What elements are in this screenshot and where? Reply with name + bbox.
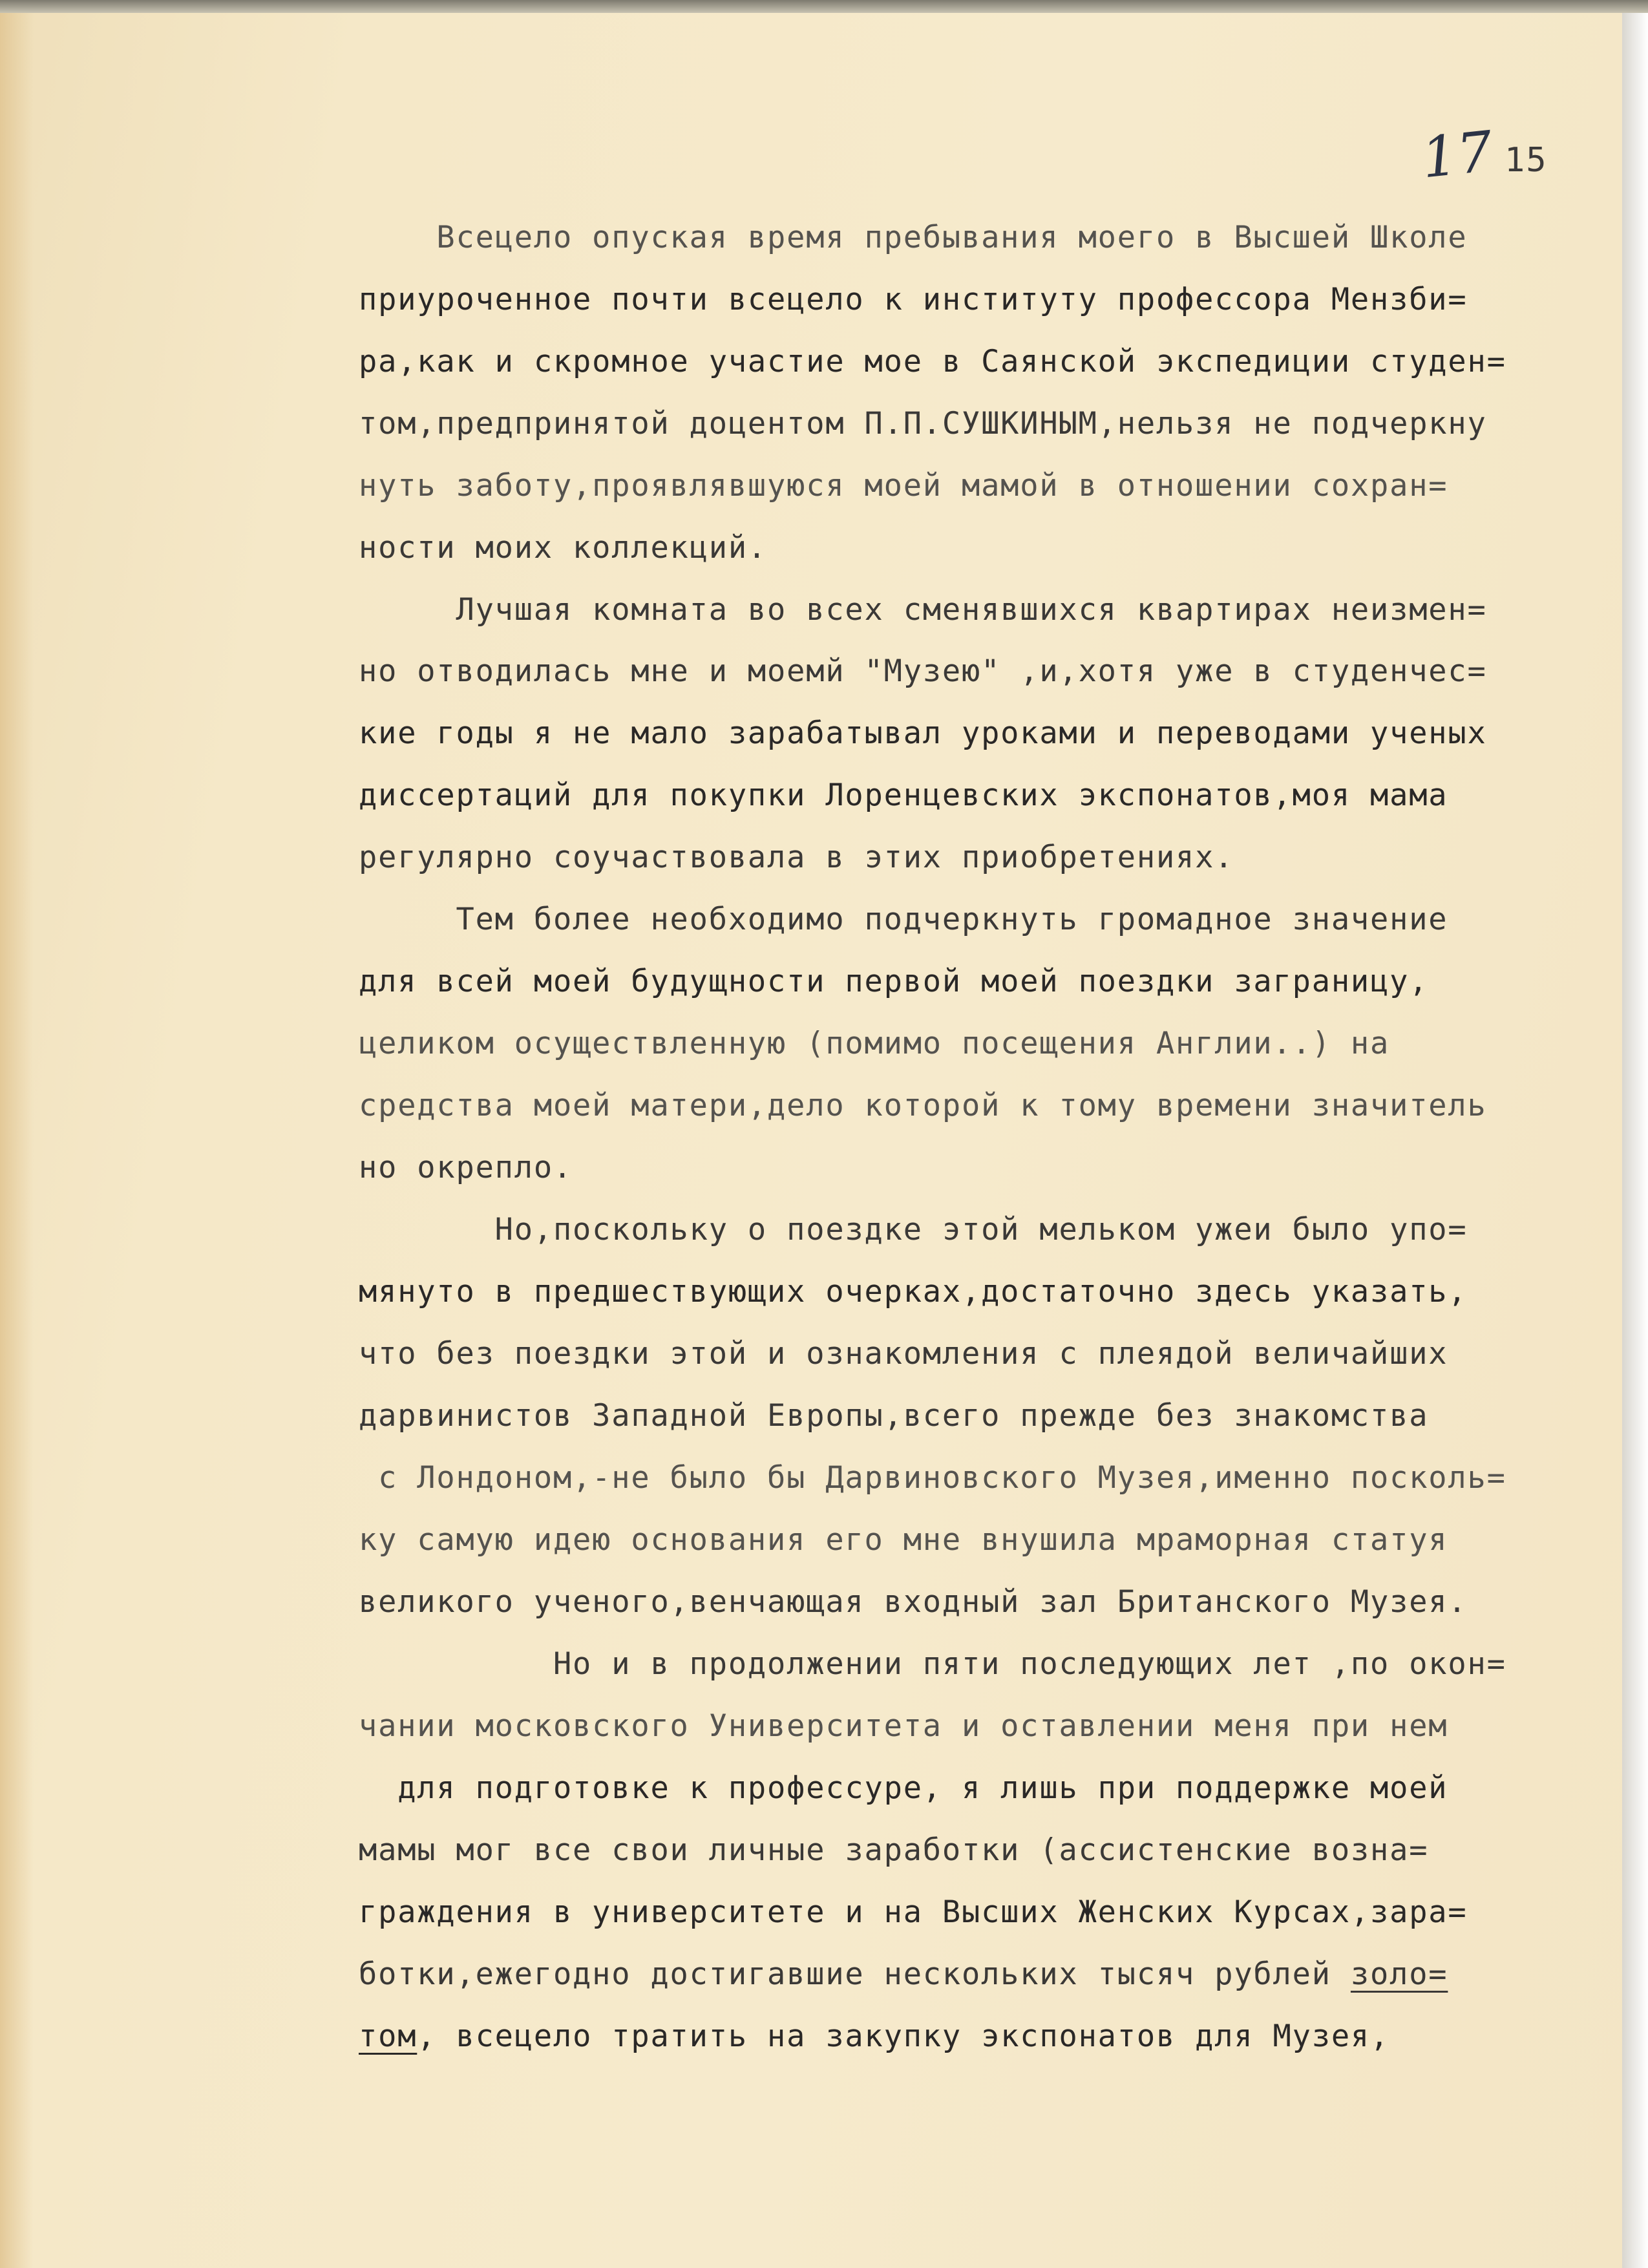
text-line: мянуто в предшествующих очерках,достаточно здесь указать, — [359, 1274, 1468, 1309]
text-line: граждения в университете и на Высших Женских Курсах,зара= — [359, 1894, 1468, 1930]
text-line: с Лондоном,-не было бы Дарвиновского Музея,именно посколь= — [359, 1460, 1506, 1496]
text-fragment: , всецело тратить на закупку экспонатов для Музея, — [417, 2019, 1390, 2054]
underlined-word: том — [359, 2019, 417, 2054]
text-line — [359, 2006, 1600, 2068]
text-line: Но,поскольку о поездке этой мельком ужеи было упо= — [359, 1212, 1468, 1247]
text-line: нуть заботу,проявлявшуюся моей мамой в отношении сохран= — [359, 468, 1448, 503]
text-line: целиком осуществленную (помимо посещения Англии..) на — [359, 1026, 1390, 1061]
text-line: ку самую идею основания его мне внушила мраморная статуя — [359, 1522, 1448, 1558]
text-line: ности моих коллекций. — [359, 530, 768, 566]
text-line: Лучшая комната во всех сменявшихся квартирах неизмен= — [359, 592, 1487, 628]
text-line: том,предпринятой доцентом П.П.СУШКИНЫМ,нельзя не подчеркну — [359, 406, 1487, 441]
text-line — [359, 1944, 1600, 2006]
text-line: средства моей матери,дело которой к тому времени значитель — [359, 1088, 1487, 1123]
text-fragment: ботки,ежегодно достигавшие нескольких тысяч рублей — [359, 1956, 1351, 1992]
scan-right-margin — [1622, 13, 1648, 2268]
text-line: великого ученого,венчающая входный зал Британского Музея. — [359, 1584, 1468, 1620]
text-line: кие годы я не мало зарабатывал уроками и переводами ученых — [359, 715, 1487, 751]
text-line: но отводилась мне и моемй "Музею" ,и,хотя уже в студенчес= — [359, 653, 1487, 689]
text-line: регулярно соучаствовала в этих приобретениях. — [359, 840, 1234, 875]
text-line: дарвинистов Западной Европы,всего прежде без знакомства — [359, 1398, 1429, 1434]
text-line: диссертаций для покупки Лоренцевских экспонатов,моя мама — [359, 778, 1448, 813]
text-line: для всей моей будущности первой моей поездки заграницу, — [359, 964, 1429, 999]
page-left-edge — [0, 13, 34, 2268]
text-line: мамы мог все свои личные заработки (ассистенские возна= — [359, 1832, 1429, 1868]
text-line: для подготовке к профессуре, я лишь при поддержке моей — [359, 1770, 1448, 1806]
text-line: что без поездки этой и ознакомления с плеядой величайших — [359, 1336, 1448, 1372]
underlined-word: золо= — [1350, 1956, 1448, 1992]
scan-top-edge — [0, 0, 1648, 14]
text-line: Но и в продолжении пяти последующих лет ,по окон= — [359, 1646, 1506, 1682]
text-line: Тем более необходимо подчеркнуть громадное значение — [359, 902, 1448, 937]
text-line: чании московского Университета и оставлении меня при нем — [359, 1708, 1448, 1744]
text-line: но окрепло. — [359, 1150, 573, 1185]
text-line: Всецело опуская время пребывания моего в Высшей Школе — [359, 220, 1468, 255]
text-line: приуроченное почти всецело к институту профессора Мензби= — [359, 282, 1468, 317]
typed-page-number: 15 — [1505, 141, 1548, 180]
text-line: ра,как и скромное участие мое в Саянской экспедиции студен= — [359, 344, 1506, 379]
handwritten-page-number: 17 — [1419, 119, 1496, 191]
body-text — [359, 207, 1600, 2068]
